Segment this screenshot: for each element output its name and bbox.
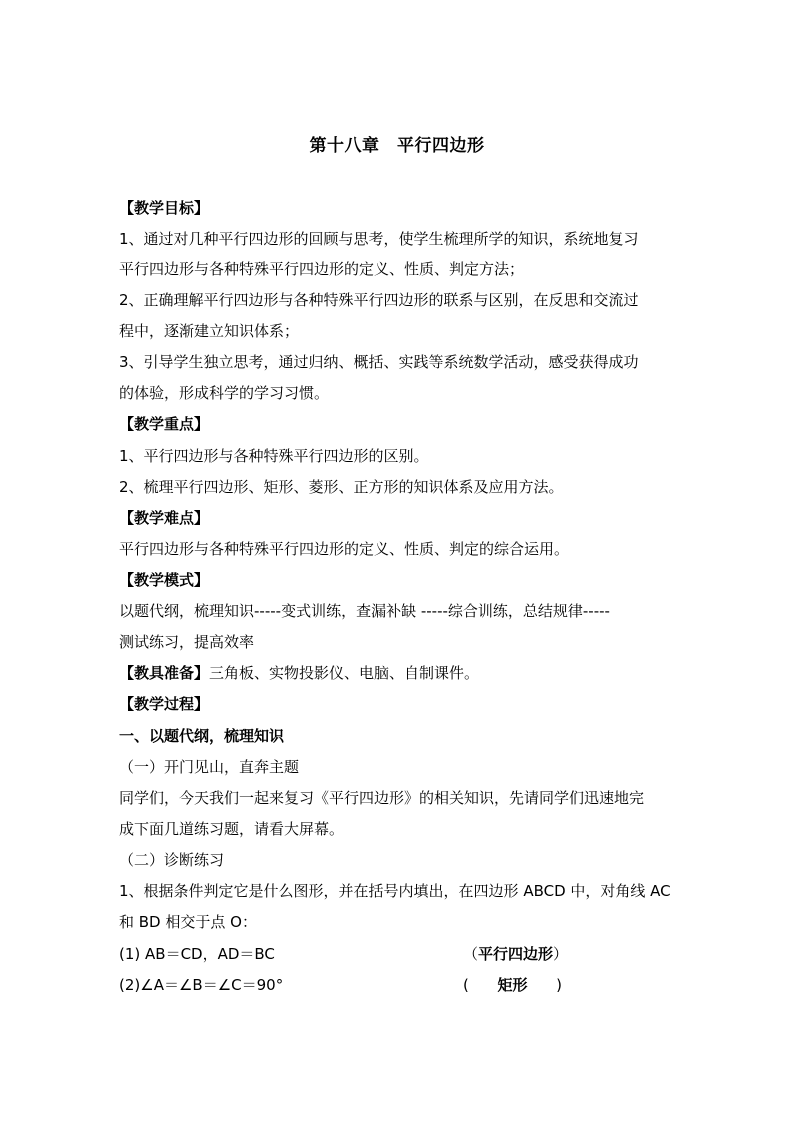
objective-2-line-1: 2、正确理解平行四边形与各种特殊平行四边形的联系与区别，在反思和交流过: [119, 291, 639, 309]
objective-2-line-2: 程中，逐渐建立知识体系；: [119, 322, 300, 340]
item-1-bracket-close: ）: [553, 945, 569, 963]
subsection-1-line-1: 同学们，今天我们一起来复习《平行四边形》的相关知识，先请同学们迅速地完: [119, 789, 645, 807]
item-2-condition: (2)∠A＝∠B＝∠C＝90°: [119, 976, 284, 994]
mode-line-1: 以题代纲，梳理知识-----变式训练，查漏补缺 -----综合训练，总结规律-----: [119, 602, 610, 620]
mode-heading: 【教学模式】: [119, 571, 210, 589]
tools-text: 三角板、实物投影仪、电脑、自制课件。: [209, 664, 480, 682]
objective-3-line-1: 3、引导学生独立思考，通过归纳、概括、实践等系统数学活动，感受获得成功: [119, 353, 639, 371]
item-1-bracket-open: （: [463, 945, 479, 963]
objectives-heading: 【教学目标】: [119, 199, 210, 217]
objective-1-line-2: 平行四边形与各种特殊平行四边形的定义、性质、判定方法；: [119, 260, 525, 278]
item-1-condition: (1) AB＝CD，AD＝BC: [119, 945, 275, 963]
difficulties-text: 平行四边形与各种特殊平行四边形的定义、性质、判定的综合运用。: [119, 540, 570, 558]
item-2-answer-text: 矩形: [497, 976, 528, 994]
item-2-bracket-open: (: [463, 976, 498, 994]
objective-1-line-1: 1、通过对几种平行四边形的回顾与思考，使学生梳理所学的知识，系统地复习: [119, 230, 639, 248]
subsection-1-line-2: 成下面几道练习题，请看大屏幕。: [119, 820, 345, 838]
chapter-title: 第十八章 平行四边形: [309, 136, 485, 156]
difficulties-heading: 【教学难点】: [119, 509, 210, 527]
question-1-line-2: 和 BD 相交于点 O：: [119, 913, 257, 931]
objective-3-line-2: 的体验，形成科学的学习习惯。: [119, 384, 330, 402]
key-point-1: 1、平行四边形与各种特殊平行四边形的区别。: [119, 447, 429, 465]
question-1-line-1: 1、根据条件判定它是什么图形，并在括号内填出，在四边形 ABCD 中，对角线 AC: [119, 882, 671, 900]
item-1-answer-text: 平行四边形: [478, 945, 554, 963]
process-subsection-2: （二）诊断练习: [119, 851, 225, 869]
item-2-answer: [463, 975, 562, 995]
process-section-1: 一、以题代纲，梳理知识: [119, 727, 285, 745]
key-points-heading: 【教学重点】: [119, 415, 210, 433]
process-heading: 【教学过程】: [119, 695, 210, 713]
process-subsection-1: （一）开门见山，直奔主题: [119, 758, 300, 776]
tools-row: [119, 663, 675, 683]
key-point-2: 2、梳理平行四边形、矩形、菱形、正方形的知识体系及应用方法。: [119, 478, 564, 496]
mode-line-2: 测试练习，提高效率: [119, 633, 255, 651]
item-2-bracket-close: ): [527, 976, 562, 994]
item-1-answer: [463, 944, 568, 964]
question-1-item-1: [119, 944, 675, 964]
question-1-item-2: [119, 975, 675, 995]
tools-heading: 【教具准备】: [119, 664, 210, 682]
